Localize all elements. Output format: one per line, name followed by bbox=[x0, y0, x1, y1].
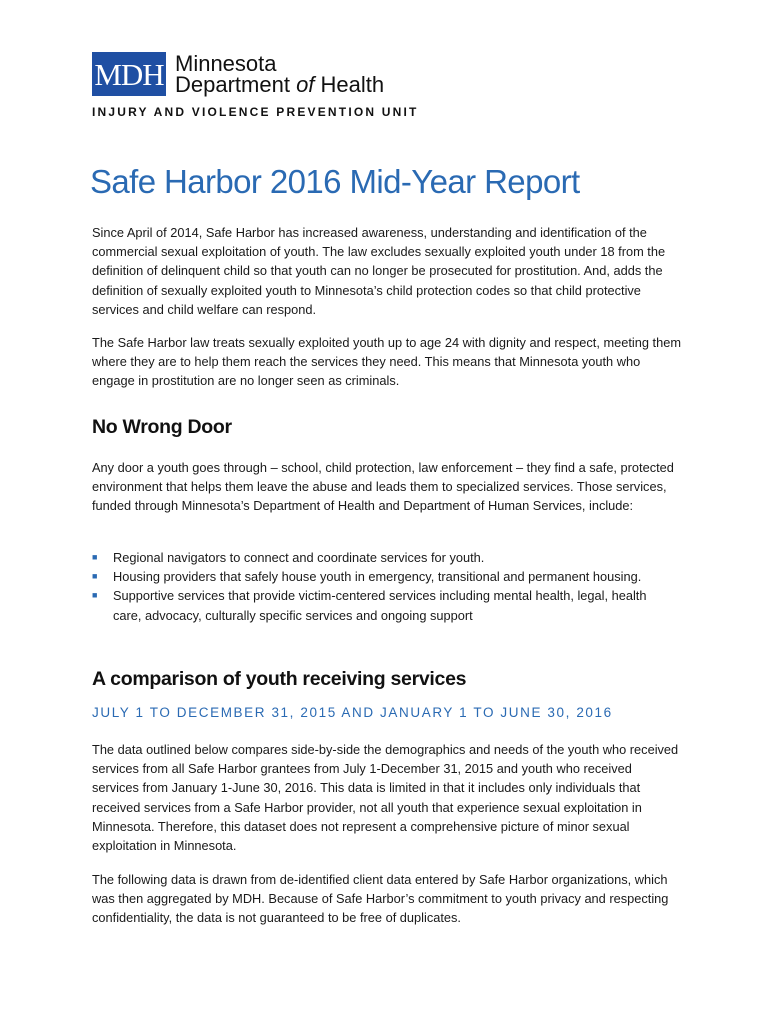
intro-paragraph-2: The Safe Harbor law treats sexually exploited youth up to age 24 with dignity and respect, meeting them where they are to help them reach the services they need. This means that Minnesota youth who engage in prostitution are no longer seen as criminals. bbox=[92, 335, 681, 389]
logo-word-department: Department bbox=[175, 72, 297, 97]
logo-word-of: of bbox=[296, 72, 315, 97]
logo-box bbox=[92, 52, 166, 96]
list-item bbox=[92, 548, 672, 567]
comparison-paragraph-1: The data outlined below compares side-by-side the demographics and needs of the youth who received services from all Safe Harbor grantees from July 1-December 31, 2015 and youth who received services from January 1-June 30, 2016. This data is limited in that it includes only individuals that received services from a Safe Harbor provider, not all youth that experience sexual exploitation in Minnesota. Therefore, this dataset does not represent a comprehensive picture of minor sexual exploitation in Minnesota. bbox=[92, 742, 679, 854]
square-bullet-icon: ■ bbox=[92, 571, 98, 582]
mdh-logo bbox=[92, 52, 384, 96]
logo-word-health: Health bbox=[314, 72, 385, 97]
list-item bbox=[92, 586, 672, 624]
logo-line-2 bbox=[175, 74, 384, 95]
list-item-text: Housing providers that safely house youth in emergency, transitional and permanent housing. bbox=[113, 569, 642, 585]
page-title: Safe Harbor 2016 Mid-Year Report bbox=[90, 163, 580, 200]
date-range-subheading: JULY 1 TO DECEMBER 31, 2015 AND JANUARY 1 TO JUNE 30, 2016 bbox=[92, 705, 613, 720]
list-item-text: Regional navigators to connect and coordinate services for youth. bbox=[113, 550, 485, 565]
logo-abbrev: MDH bbox=[94, 56, 164, 92]
section-heading-no-wrong-door: No Wrong Door bbox=[92, 416, 232, 438]
list-item bbox=[92, 567, 672, 586]
list-item-text: Supportive services that provide victim-centered services including mental health, legal, health care, advocacy, culturally specific services and ongoing support bbox=[113, 588, 647, 623]
square-bullet-icon: ■ bbox=[92, 552, 98, 562]
logo-text bbox=[175, 53, 384, 95]
comparison-paragraph-2: The following data is drawn from de-identified client data entered by Safe Harbor organizations, which was then aggregated by MDH. Because of Safe Harbor’s commitment to youth privacy and respecting confidentiality, the data is not guaranteed to be free of duplicates. bbox=[92, 872, 669, 926]
section-heading-comparison: A comparison of youth receiving services bbox=[92, 668, 467, 690]
unit-label: INJURY AND VIOLENCE PREVENTION UNIT bbox=[92, 105, 419, 119]
logo-line-1: Minnesota bbox=[175, 51, 277, 76]
services-list bbox=[92, 548, 672, 625]
no-wrong-door-paragraph: Any door a youth goes through – school, child protection, law enforcement – they find a safe, protected environment that helps them leave the abuse and leads them to specialized services. Those services, funded through Minnesota’s Department of Health and Department of Human Services, include: bbox=[92, 460, 674, 514]
intro-paragraph-1: Since April of 2014, Safe Harbor has increased awareness, understanding and identification of the commercial sexual exploitation of youth. The law excludes sexually exploited youth under 18 from the definition of delinquent child so that youth can no longer be prosecuted for prostitution. And, adds the definition of sexually exploited youth to Minnesota’s child protection codes so that child protective services and child welfare can respond. bbox=[92, 225, 666, 317]
square-bullet-icon: ■ bbox=[92, 590, 98, 601]
